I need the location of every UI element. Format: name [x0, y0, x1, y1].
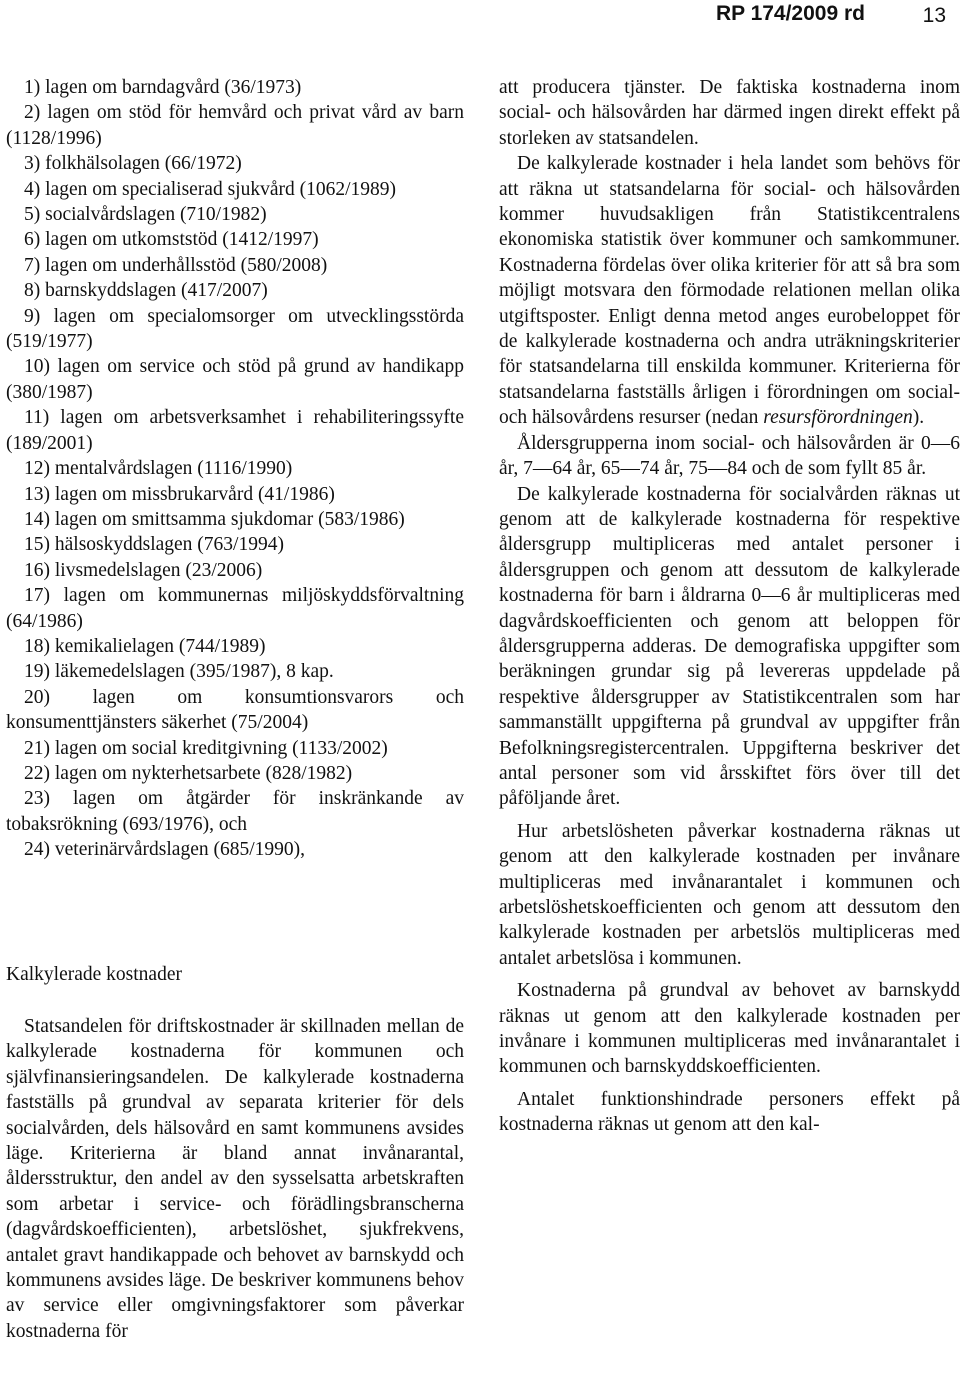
law-list-item: 17) lagen om kommunernas miljöskyddsförvaltning (64/1986) — [6, 585, 464, 632]
law-list-item: 1) lagen om barndagvård (36/1973) — [24, 77, 302, 98]
paragraph: Statsandelen för driftskostnader är skillnaden mellan de kalkylerade kostnaderna för kommunen och självfinansieringsandelen. De kalkylerade kostnaderna fastställs på grundval av separata kriterier för dels socialvården, dels hälsovård en samt kommunens avsides läge. Kriterierna är bland annat invånarantal, åldersstruktur, den andel av den sysselsatta arbetskraften som arbetar i service- och förädlingsbranscherna (dagvårdskoefficienten), arbetslöshet, sjukfrekvens, antalet gravt handikappade och behovet av barnskydd och kommunens avsides läge. De beskriver kommunens behov av service eller omgivningsfaktorer som påverkar kostnaderna för — [6, 1016, 464, 1342]
paragraph: Hur arbetslösheten påverkar kostnaderna räknas ut genom att den kalkylerade kostnaden per invånare multipliceras med invånarantalet i kommunen och arbetslöshetskoefficienten och genom att dessutom den kalkylerade kostnaden per arbetslös multipliceras med antalet arbetslösa i kommunen. — [499, 820, 960, 969]
law-list-item: 12) mentalvårdslagen (1116/1990) — [24, 458, 293, 480]
left-body-text — [6, 1014, 464, 1344]
law-list-item: 3) folkhälsolagen (66/1972) — [24, 153, 242, 175]
law-list-item: 14) lagen om smittsamma sjukdomar (583/1986) — [24, 508, 405, 530]
law-list-item: 2) lagen om stöd för hemvård och privat vård av barn (1128/1996) — [6, 102, 464, 149]
document-reference: RP 174/2009 rd — [715, 2, 865, 25]
paragraph: Antalet funktionshindrade personers effekt på kostnaderna räknas ut genom att den kal- — [499, 1088, 960, 1136]
law-list-item: 10) lagen om service och stöd på grund av handikapp (380/1987) — [6, 356, 464, 403]
law-list-item: 6) lagen om utkomststöd (1412/1997) — [24, 229, 319, 251]
paragraph — [499, 151, 960, 430]
law-list-item: 16) livsmedelslagen (23/2006) — [24, 559, 263, 581]
paragraph-text: De kalkylerade kostnader i hela landet som behövs för att räkna ut statsandelarna för social- och hälsovården kommer huvudsakligen från Statistikcentralens ekonomiska statistik över kommuner och samkommuner. Kostnaderna fördelas över olika kriterier för att så bra som möjligt motsvara den förmodade relationen mellan olika utgiftsposter. Enligt denna metod anges eurobeloppet för de kalkylerade kostnaderna och andra uträkningskriterier för statsandelarna till enskilda kommuner. Kriterierna för statsandelarna fastställs årligen i förordningen om social- och hälsovårdens resurser (nedan — [499, 153, 960, 429]
law-list-item: 4) lagen om specialiserad sjukvård (1062/1989) — [24, 178, 397, 200]
right-body-text — [499, 75, 960, 1138]
law-list-item: 22) lagen om nykterhetsarbete (828/1982) — [24, 762, 353, 784]
page-number: 13 — [922, 4, 946, 27]
paragraph-text: ). — [912, 407, 925, 429]
italic-term: resursförordningen — [763, 407, 913, 429]
law-list-item: 13) lagen om missbrukarvård (41/1986) — [24, 483, 335, 505]
section-heading: Kalkylerade kostnader — [6, 964, 182, 985]
paragraph: De kalkylerade kostnaderna för socialvården räknas ut genom att de kalkylerade kostnaderna för respektive åldersgrupp multipliceras med antalet personer i åldersgruppen och genom att dessutom de kalkylerade kostnaderna för barn i åldrarna 0—6 år multipliceras med dagvårdskoefficienten och genom att beloppen för åldersgrupperna adderas. De demografiska uppgifter som beräkningen grundar sig på levereras uppdelade på respektive åldersgrupper av Statistikcentralen som har sammanställt uppgifterna på grundval av uppgifter från Befolkningsregistercentralen. Uppgifterna beskriver det antal personer som vid årsskiftet förs över till det påföljande året. — [499, 483, 960, 810]
law-list-item: 7) lagen om underhållsstöd (580/2008) — [24, 254, 328, 276]
law-list-item: 20) lagen om konsumtionsvarors och konsumenttjänsters säkerhet (75/2004) — [6, 686, 464, 734]
law-list — [6, 75, 464, 863]
law-list-item: 15) hälsoskyddslagen (763/1994) — [24, 534, 284, 556]
law-list-item: 5) socialvårdslagen (710/1982) — [24, 204, 267, 226]
law-list-item: 24) veterinärvårdslagen (685/1990), — [24, 839, 306, 861]
paragraph: Åldersgrupperna inom social- och hälsovården är 0—6 år, 7—64 år, 65—74 år, 75—84 och de som fyllt 85 år. — [499, 432, 960, 480]
page-header — [0, 0, 960, 40]
law-list-item: 18) kemikalielagen (744/1989) — [24, 635, 266, 657]
law-list-item: 9) lagen om specialomsorger om utvecklingsstörda (519/1977) — [6, 305, 464, 353]
law-list-item: 21) lagen om social kreditgivning (1133/2002) — [24, 737, 388, 759]
law-list-item: 19) läkemedelslagen (395/1987), 8 kap. — [24, 661, 334, 683]
paragraph: Kostnaderna på grundval av behovet av barnskydd räknas ut genom att den kalkylerade kostnaden per invånare i kommunen multipliceras med invånarantalet i kommunen och barnskyddskoefficienten. — [499, 980, 960, 1078]
law-list-item: 11) lagen om arbetsverksamhet i rehabiliteringssyfte (189/2001) — [6, 407, 464, 454]
paragraph: att producera tjänster. De faktiska kostnaderna inom social- och hälsovården har därmed ingen direkt effekt på storleken av statsandelen. — [499, 77, 960, 149]
law-list-item: 23) lagen om åtgärder för inskränkande av tobaksrökning (693/1976), och — [6, 788, 464, 835]
law-list-item: 8) barnskyddslagen (417/2007) — [24, 280, 268, 302]
